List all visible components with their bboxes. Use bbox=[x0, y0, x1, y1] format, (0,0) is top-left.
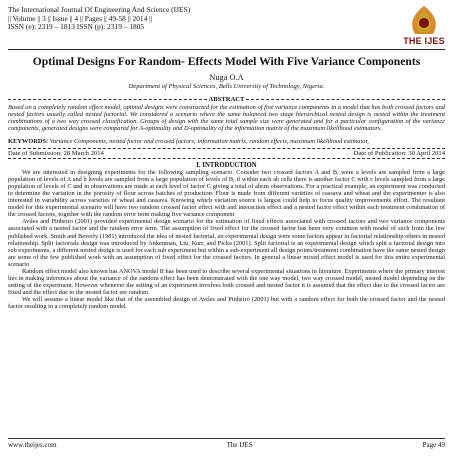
keywords-text: Variance Components, nested factor and crossed factors; information matrix, random effects, maximum likelihood estimator, bbox=[49, 137, 369, 145]
journal-logo-icon bbox=[403, 4, 445, 46]
section-heading: I. INTRODUCTION bbox=[196, 162, 257, 170]
journal-info bbox=[8, 4, 190, 32]
keywords-label: KEYWORDS: bbox=[8, 137, 49, 145]
abstract-label: ABSTRACT bbox=[208, 95, 245, 103]
divider-right bbox=[246, 99, 445, 100]
journal-name: The International Journal Of Engineering And Science (IJES) bbox=[8, 5, 191, 14]
paragraph: Aviles and Pinheiro (2001) provided experimental design scenario for the estimation of fixed effects associated with crossed factors and two variance components associated with a nested factor and the random error term. The assumption of fixed effect for the crossed factor has been very common with model of such from the few published work. Smith and Beverly (1981) introduced the idea of nested factorial, an experimental design were some factors appear in factorial relationship others in nested relationship. Split factorials design was introduced by Ankenman, Liu, Karr, and Picka (2001). Split factorial is an experimental design which split a factorial design into sub experiments, a different nested design is used for each sub experiment but within a sub-experiment all design points/treatment combination have the same nested design are some of the few published work with an assumption of fixed effect for the crossed factors. In general a linear mixed effect model is used for this entire experimental scenario bbox=[8, 218, 445, 268]
paper-title: Optimal Designs For Random- Effects Model With Five Variance Components bbox=[32, 55, 421, 68]
footer-website[interactable]: www.theijes.com bbox=[8, 441, 57, 449]
page-footer bbox=[8, 438, 445, 449]
journal-header bbox=[8, 4, 445, 48]
author-name: Nuga O.A bbox=[209, 72, 244, 82]
footer-page-number: Page 49 bbox=[422, 441, 445, 449]
abstract-divider bbox=[8, 96, 445, 103]
header-rule bbox=[8, 49, 445, 50]
paragraph: We will assume a linear model like that of the assembled design of Aviles and Pinheiro (2001) but with a random effect for both the crossed factor and the nested factor resulting in a completely random model. bbox=[8, 295, 445, 310]
paragraph: Random effect model also known has ANOVA model II has been used to describe several experimental situations in literature. Experiments where the primary interest lies in making inferences about the variance of the random effect has been demonstrated with the one way model, two way crossed model, nested model depending on the setting of the experiment. However whenever the setting of an experiment involves both crossed and nested factor it is assumed that the effect due to the crossed factor are fixed and the effect due to the nested factor are random. bbox=[8, 267, 445, 296]
abstract-text: Based on a completely random effect model, optimal designs were constructed for the estimation of five variance components in a model that has both crossed factors and nested factors usually called nested factorial. We considered a scenario where the same balanced two stage hierarchical nested design is nested within the treatment combinations of a two way crossed classification. Groups of design with the same total sample size were generated and for a particular configuration of the variance components, generated designs were compared for A-optimality and D-optimality of the information matrix of the maximum likelihood estimators. bbox=[8, 103, 445, 133]
volume-line: || Volume || 3 || Issue || 4 || Pages || 49-58 || 2014 || bbox=[8, 13, 153, 23]
date-publication: Date of Publication: 30 April 2014 bbox=[353, 150, 445, 158]
page bbox=[8, 4, 445, 449]
author-affiliation: Department of Physical Sciences, Bells University of Technology, Nigeria. bbox=[128, 82, 325, 90]
issn-line: ISSN (e): 2319 – 1813 ISSN (p): 2319 – 1805 bbox=[8, 22, 145, 32]
logo-text: THE IJES bbox=[403, 36, 445, 46]
keywords bbox=[8, 138, 445, 145]
date-submission: Date of Submission: 28 March 2014 bbox=[8, 150, 104, 158]
footer-journal: The IJES bbox=[226, 441, 253, 449]
divider-left bbox=[8, 99, 207, 100]
introduction-body bbox=[8, 169, 445, 310]
dates-bar bbox=[8, 148, 445, 159]
paragraph: We are interested in designing experiments for the following sampling scenario. Consider two crossed factors A and B, were a levels are sampled from a large population of levels of A and b levels are sampled from a large population of levels of B, if within each ab cells there is another factor C with c levels sampled from a large population of levels of C and m observations are made at each level of factor C giving a total of abcm observations. For a practical example, an experiment was conducted to determine the variation in the porosity of flour across batches of production. Flour is made from different varieties of cassava and wheat and the experimenter is also interested in variability across varieties of wheat and cassava. Knowing which variation source is largest could help to focus quality improvements effort. The resultant model for this experimental scenario will have two random crossed factor effect with and interaction effect and a nested factor effect within each treatment combination of the crossed factors, together with the random error term making five variance component bbox=[8, 169, 445, 219]
